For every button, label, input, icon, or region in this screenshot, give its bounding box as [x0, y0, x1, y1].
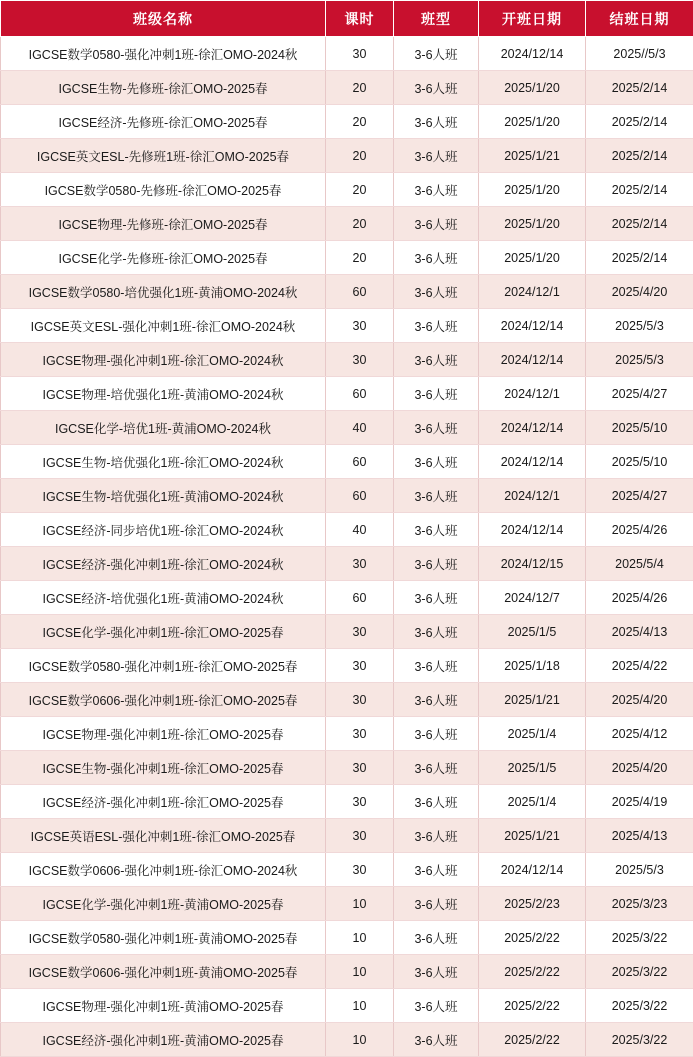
cell-class-type: 3-6人班 [394, 717, 479, 751]
cell-class-type: 3-6人班 [394, 173, 479, 207]
cell-start-date: 2025/1/5 [479, 751, 586, 785]
cell-end-date: 2025/5/10 [586, 411, 693, 445]
cell-end-date: 2025/4/27 [586, 377, 693, 411]
cell-class-name: IGCSE生物-培优强化1班-徐汇OMO-2024秋 [1, 445, 326, 479]
cell-class-type: 3-6人班 [394, 581, 479, 615]
cell-class-type: 3-6人班 [394, 819, 479, 853]
cell-start-date: 2025/1/20 [479, 71, 586, 105]
cell-end-date: 2025/2/14 [586, 207, 693, 241]
cell-class-name: IGCSE物理-强化冲刺1班-徐汇OMO-2025春 [1, 717, 326, 751]
cell-start-date: 2025/2/22 [479, 1023, 586, 1057]
cell-hours: 20 [326, 207, 394, 241]
cell-end-date: 2025/2/14 [586, 173, 693, 207]
cell-end-date: 2025/5/3 [586, 309, 693, 343]
cell-class-type: 3-6人班 [394, 785, 479, 819]
cell-hours: 30 [326, 751, 394, 785]
cell-class-name: IGCSE生物-强化冲刺1班-徐汇OMO-2025春 [1, 751, 326, 785]
column-header-start-date: 开班日期 [479, 1, 586, 37]
cell-class-name: IGCSE数学0606-强化冲刺1班-黄浦OMO-2025春 [1, 955, 326, 989]
cell-start-date: 2025/1/20 [479, 173, 586, 207]
cell-start-date: 2025/1/21 [479, 683, 586, 717]
cell-class-type: 3-6人班 [394, 377, 479, 411]
cell-class-type: 3-6人班 [394, 887, 479, 921]
cell-end-date: 2025/2/14 [586, 139, 693, 173]
table-row [1, 139, 693, 173]
cell-class-type: 3-6人班 [394, 411, 479, 445]
cell-class-name: IGCSE英语ESL-强化冲刺1班-徐汇OMO-2025春 [1, 819, 326, 853]
cell-class-type: 3-6人班 [394, 615, 479, 649]
cell-class-name: IGCSE物理-强化冲刺1班-黄浦OMO-2025春 [1, 989, 326, 1023]
cell-hours: 20 [326, 241, 394, 275]
cell-start-date: 2025/1/4 [479, 717, 586, 751]
table-row [1, 955, 693, 989]
cell-hours: 60 [326, 445, 394, 479]
cell-class-name: IGCSE数学0580-先修班-徐汇OMO-2025春 [1, 173, 326, 207]
cell-end-date: 2025/4/19 [586, 785, 693, 819]
cell-end-date: 2025//5/3 [586, 37, 693, 71]
cell-class-type: 3-6人班 [394, 105, 479, 139]
cell-start-date: 2024/12/1 [479, 377, 586, 411]
cell-end-date: 2025/3/23 [586, 887, 693, 921]
table-row [1, 513, 693, 547]
table-row [1, 785, 693, 819]
column-header-class-name: 班级名称 [1, 1, 326, 37]
cell-hours: 20 [326, 105, 394, 139]
cell-start-date: 2025/1/20 [479, 207, 586, 241]
cell-start-date: 2025/2/22 [479, 955, 586, 989]
cell-end-date: 2025/4/12 [586, 717, 693, 751]
cell-class-type: 3-6人班 [394, 683, 479, 717]
cell-class-type: 3-6人班 [394, 649, 479, 683]
cell-hours: 30 [326, 615, 394, 649]
cell-end-date: 2025/4/20 [586, 751, 693, 785]
cell-start-date: 2025/1/20 [479, 241, 586, 275]
table-row [1, 37, 693, 71]
table-row [1, 105, 693, 139]
cell-end-date: 2025/3/22 [586, 955, 693, 989]
cell-hours: 30 [326, 785, 394, 819]
cell-class-type: 3-6人班 [394, 207, 479, 241]
cell-class-type: 3-6人班 [394, 275, 479, 309]
cell-hours: 10 [326, 955, 394, 989]
cell-class-type: 3-6人班 [394, 71, 479, 105]
table-row [1, 1023, 693, 1057]
table-row [1, 173, 693, 207]
cell-hours: 30 [326, 853, 394, 887]
cell-start-date: 2024/12/15 [479, 547, 586, 581]
table-row [1, 819, 693, 853]
cell-class-type: 3-6人班 [394, 343, 479, 377]
cell-end-date: 2025/4/27 [586, 479, 693, 513]
cell-hours: 30 [326, 649, 394, 683]
cell-end-date: 2025/4/13 [586, 819, 693, 853]
table-row [1, 751, 693, 785]
cell-start-date: 2025/1/21 [479, 139, 586, 173]
cell-hours: 30 [326, 37, 394, 71]
cell-end-date: 2025/3/22 [586, 921, 693, 955]
table-row [1, 921, 693, 955]
cell-start-date: 2024/12/14 [479, 853, 586, 887]
cell-start-date: 2024/12/14 [479, 343, 586, 377]
table-header-row [1, 1, 693, 37]
cell-end-date: 2025/3/22 [586, 1023, 693, 1057]
cell-class-type: 3-6人班 [394, 921, 479, 955]
table-row [1, 581, 693, 615]
cell-start-date: 2024/12/14 [479, 37, 586, 71]
column-header-hours: 课时 [326, 1, 394, 37]
cell-start-date: 2024/12/1 [479, 479, 586, 513]
cell-start-date: 2025/1/5 [479, 615, 586, 649]
cell-hours: 30 [326, 309, 394, 343]
table-row [1, 71, 693, 105]
cell-class-type: 3-6人班 [394, 479, 479, 513]
cell-hours: 30 [326, 343, 394, 377]
cell-class-type: 3-6人班 [394, 853, 479, 887]
cell-class-name: IGCSE化学-培优1班-黄浦OMO-2024秋 [1, 411, 326, 445]
cell-class-name: IGCSE化学-先修班-徐汇OMO-2025春 [1, 241, 326, 275]
table-row [1, 411, 693, 445]
cell-class-type: 3-6人班 [394, 751, 479, 785]
cell-end-date: 2025/4/20 [586, 275, 693, 309]
cell-end-date: 2025/2/14 [586, 105, 693, 139]
cell-class-name: IGCSE生物-先修班-徐汇OMO-2025春 [1, 71, 326, 105]
cell-class-type: 3-6人班 [394, 513, 479, 547]
cell-end-date: 2025/4/20 [586, 683, 693, 717]
cell-start-date: 2024/12/14 [479, 411, 586, 445]
cell-start-date: 2025/1/21 [479, 819, 586, 853]
cell-class-name: IGCSE数学0580-强化冲刺1班-徐汇OMO-2024秋 [1, 37, 326, 71]
column-header-class-type: 班型 [394, 1, 479, 37]
cell-start-date: 2025/2/22 [479, 921, 586, 955]
cell-end-date: 2025/5/10 [586, 445, 693, 479]
cell-class-name: IGCSE生物-培优强化1班-黄浦OMO-2024秋 [1, 479, 326, 513]
cell-class-type: 3-6人班 [394, 309, 479, 343]
cell-hours: 10 [326, 887, 394, 921]
cell-end-date: 2025/4/22 [586, 649, 693, 683]
cell-hours: 60 [326, 479, 394, 513]
cell-class-type: 3-6人班 [394, 37, 479, 71]
table-row [1, 683, 693, 717]
cell-start-date: 2025/2/22 [479, 989, 586, 1023]
cell-hours: 30 [326, 683, 394, 717]
cell-hours: 60 [326, 275, 394, 309]
cell-start-date: 2024/12/1 [479, 275, 586, 309]
cell-hours: 10 [326, 921, 394, 955]
table-row [1, 207, 693, 241]
cell-end-date: 2025/4/26 [586, 513, 693, 547]
cell-start-date: 2024/12/7 [479, 581, 586, 615]
table-body [1, 37, 693, 1057]
cell-start-date: 2025/1/20 [479, 105, 586, 139]
table-row [1, 377, 693, 411]
cell-class-name: IGCSE英文ESL-强化冲刺1班-徐汇OMO-2024秋 [1, 309, 326, 343]
table-row [1, 275, 693, 309]
cell-class-name: IGCSE经济-强化冲刺1班-徐汇OMO-2024秋 [1, 547, 326, 581]
cell-class-type: 3-6人班 [394, 955, 479, 989]
table-row [1, 989, 693, 1023]
cell-class-name: IGCSE经济-同步培优1班-徐汇OMO-2024秋 [1, 513, 326, 547]
cell-class-type: 3-6人班 [394, 139, 479, 173]
table-row [1, 445, 693, 479]
table-row [1, 309, 693, 343]
cell-hours: 20 [326, 139, 394, 173]
cell-class-type: 3-6人班 [394, 547, 479, 581]
cell-class-name: IGCSE数学0606-强化冲刺1班-徐汇OMO-2025春 [1, 683, 326, 717]
cell-hours: 30 [326, 547, 394, 581]
cell-class-type: 3-6人班 [394, 445, 479, 479]
table-row [1, 241, 693, 275]
table-row [1, 479, 693, 513]
cell-class-name: IGCSE数学0580-强化冲刺1班-徐汇OMO-2025春 [1, 649, 326, 683]
cell-end-date: 2025/5/4 [586, 547, 693, 581]
table-row [1, 615, 693, 649]
cell-start-date: 2025/1/18 [479, 649, 586, 683]
cell-class-name: IGCSE数学0580-培优强化1班-黄浦OMO-2024秋 [1, 275, 326, 309]
cell-hours: 60 [326, 581, 394, 615]
cell-hours: 30 [326, 717, 394, 751]
cell-hours: 30 [326, 819, 394, 853]
cell-class-name: IGCSE经济-先修班-徐汇OMO-2025春 [1, 105, 326, 139]
cell-end-date: 2025/2/14 [586, 241, 693, 275]
cell-class-name: IGCSE物理-先修班-徐汇OMO-2025春 [1, 207, 326, 241]
cell-start-date: 2024/12/14 [479, 309, 586, 343]
cell-hours: 60 [326, 377, 394, 411]
cell-end-date: 2025/5/3 [586, 343, 693, 377]
cell-end-date: 2025/2/14 [586, 71, 693, 105]
cell-class-name: IGCSE数学0606-强化冲刺1班-徐汇OMO-2024秋 [1, 853, 326, 887]
cell-class-name: IGCSE物理-强化冲刺1班-徐汇OMO-2024秋 [1, 343, 326, 377]
table-row [1, 887, 693, 921]
cell-hours: 10 [326, 989, 394, 1023]
cell-hours: 40 [326, 411, 394, 445]
table-row [1, 717, 693, 751]
table-row [1, 343, 693, 377]
table-row [1, 547, 693, 581]
cell-start-date: 2024/12/14 [479, 445, 586, 479]
cell-class-name: IGCSE经济-培优强化1班-黄浦OMO-2024秋 [1, 581, 326, 615]
cell-class-type: 3-6人班 [394, 989, 479, 1023]
cell-start-date: 2025/2/23 [479, 887, 586, 921]
column-header-end-date: 结班日期 [586, 1, 693, 37]
cell-class-name: IGCSE英文ESL-先修班1班-徐汇OMO-2025春 [1, 139, 326, 173]
cell-class-name: IGCSE经济-强化冲刺1班-徐汇OMO-2025春 [1, 785, 326, 819]
table-row [1, 649, 693, 683]
cell-class-name: IGCSE经济-强化冲刺1班-黄浦OMO-2025春 [1, 1023, 326, 1057]
cell-class-name: IGCSE物理-培优强化1班-黄浦OMO-2024秋 [1, 377, 326, 411]
cell-hours: 40 [326, 513, 394, 547]
cell-class-type: 3-6人班 [394, 241, 479, 275]
table-header [1, 1, 693, 37]
cell-hours: 20 [326, 173, 394, 207]
cell-class-name: IGCSE化学-强化冲刺1班-黄浦OMO-2025春 [1, 887, 326, 921]
cell-class-name: IGCSE数学0580-强化冲刺1班-黄浦OMO-2025春 [1, 921, 326, 955]
cell-class-type: 3-6人班 [394, 1023, 479, 1057]
cell-end-date: 2025/3/22 [586, 989, 693, 1023]
cell-hours: 10 [326, 1023, 394, 1057]
cell-start-date: 2024/12/14 [479, 513, 586, 547]
cell-end-date: 2025/5/3 [586, 853, 693, 887]
cell-end-date: 2025/4/13 [586, 615, 693, 649]
cell-hours: 20 [326, 71, 394, 105]
cell-class-name: IGCSE化学-强化冲刺1班-徐汇OMO-2025春 [1, 615, 326, 649]
table-row [1, 853, 693, 887]
cell-start-date: 2025/1/4 [479, 785, 586, 819]
cell-end-date: 2025/4/26 [586, 581, 693, 615]
